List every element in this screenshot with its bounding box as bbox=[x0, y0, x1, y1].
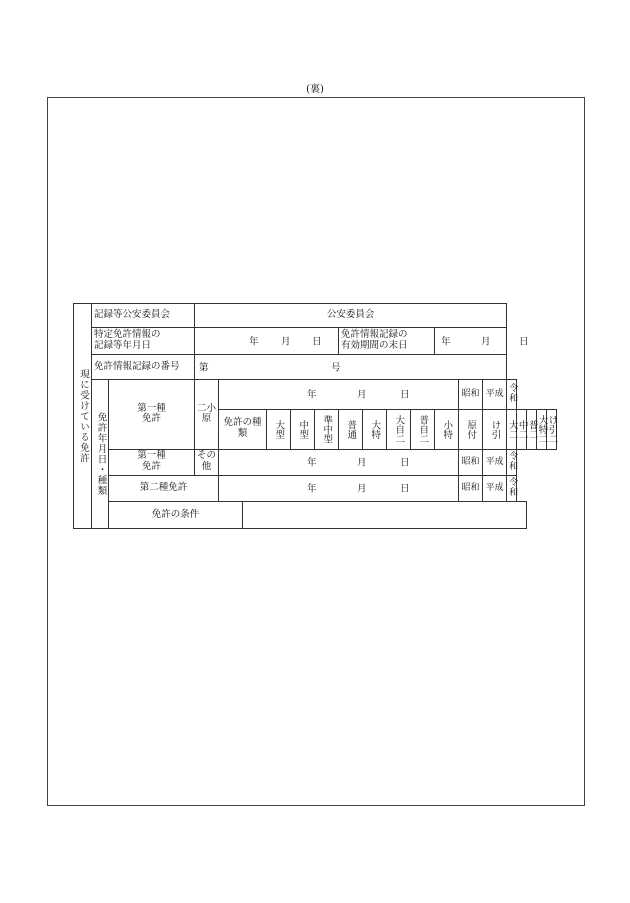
era-reiwa-other: 令和 bbox=[507, 449, 517, 475]
kind-chugata bbox=[291, 409, 315, 449]
record-date-field bbox=[195, 327, 339, 355]
record-date-month-unit: 月 bbox=[281, 336, 291, 348]
number-prefix: 第 bbox=[199, 362, 209, 374]
kind-futsu-text: 普通 bbox=[345, 419, 357, 439]
number-label: 免許情報記録の番号 bbox=[92, 355, 195, 380]
other-year-unit: 年 bbox=[307, 457, 317, 469]
kind-fujini bbox=[411, 409, 435, 449]
kind-daitoku bbox=[363, 409, 387, 449]
other-month-unit: 月 bbox=[357, 457, 367, 469]
other-day-unit: 日 bbox=[400, 457, 410, 469]
kinds-label: 免許の種類 bbox=[219, 409, 267, 449]
section-title: 現に受けている免許 bbox=[77, 368, 89, 464]
validity-label: 免許情報記録の 有効期間の末日 bbox=[339, 327, 435, 355]
kind-futsuni-text: 普二 bbox=[526, 419, 538, 439]
era-showa-other: 昭和 bbox=[459, 449, 483, 475]
era-reiwa-class2: 令和 bbox=[507, 475, 517, 502]
era-heisei: 平成 bbox=[483, 380, 507, 410]
kind-ogata bbox=[267, 409, 291, 449]
class2-month-unit: 月 bbox=[357, 484, 367, 496]
validity-month-unit: 月 bbox=[481, 336, 491, 348]
record-date-year-unit: 年 bbox=[249, 336, 259, 348]
page-side-label: (裏) bbox=[306, 84, 324, 95]
kind-daitoku-text: 大特 bbox=[369, 419, 381, 439]
era-heisei-class2: 平成 bbox=[483, 475, 507, 502]
number-field bbox=[195, 355, 507, 380]
kind-daijini-text: 大自二 bbox=[393, 415, 405, 444]
kind-ogata-text: 大型 bbox=[273, 419, 285, 439]
class1-label-lower: 第一種 免許 bbox=[109, 449, 195, 475]
conditions-field bbox=[243, 502, 527, 529]
era-reiwa: 令和 bbox=[507, 380, 517, 410]
other-label: その他 bbox=[195, 449, 219, 475]
nisho-year-unit: 年 bbox=[307, 390, 317, 402]
kind-chuni bbox=[517, 409, 527, 449]
kind-kehiki bbox=[483, 409, 507, 449]
kind-daijini bbox=[387, 409, 411, 449]
kind-kotoku-text: 小特 bbox=[441, 419, 453, 439]
validity-day-unit: 日 bbox=[519, 336, 529, 348]
kind-gentsuki bbox=[459, 409, 483, 449]
nisho-month-unit: 月 bbox=[357, 390, 367, 402]
kind-daitokuni-text: 大特二 bbox=[536, 415, 548, 444]
conditions-label: 免許の条件 bbox=[109, 502, 243, 529]
other-date-field bbox=[219, 449, 459, 475]
nisho-date-field bbox=[219, 380, 459, 410]
kind-daini-text: 大二 bbox=[506, 419, 518, 439]
validity-year-unit: 年 bbox=[441, 336, 451, 348]
license-date-kind-label: 免許年月日・種類 bbox=[95, 412, 107, 496]
validity-date-field bbox=[435, 327, 529, 355]
nisho-label: 二小原 bbox=[195, 380, 219, 450]
kind-kehikini bbox=[547, 409, 557, 449]
kind-junchugata bbox=[315, 409, 339, 449]
number-suffix: 号 bbox=[331, 362, 341, 374]
license-date-kind-cell bbox=[92, 380, 109, 529]
kind-chugata-text: 中型 bbox=[297, 419, 309, 439]
kind-chuni-text: 中二 bbox=[516, 419, 528, 439]
record-commission-value: 公安委員会 bbox=[195, 304, 507, 328]
class2-year-unit: 年 bbox=[307, 484, 317, 496]
section-title-cell bbox=[74, 304, 92, 529]
kind-kehiki-text: け引 bbox=[489, 419, 501, 439]
kind-kehikini-text: け引二 bbox=[546, 415, 558, 444]
class2-label: 第二種免許 bbox=[109, 475, 219, 502]
kind-daini bbox=[507, 409, 517, 449]
class2-day-unit: 日 bbox=[400, 484, 410, 496]
era-showa-class2: 昭和 bbox=[459, 475, 483, 502]
kind-kotoku bbox=[435, 409, 459, 449]
kind-daitokuni bbox=[537, 409, 547, 449]
record-date-day-unit: 日 bbox=[312, 336, 322, 348]
class2-date-field bbox=[219, 475, 459, 502]
kind-futsuni bbox=[527, 409, 537, 449]
kind-gentsuki-text: 原付 bbox=[465, 419, 477, 439]
era-heisei-other: 平成 bbox=[483, 449, 507, 475]
record-commission-label: 記録等公安委員会 bbox=[92, 304, 195, 328]
class1-label-upper: 第一種 免許 bbox=[109, 380, 195, 450]
era-showa: 昭和 bbox=[459, 380, 483, 410]
kind-junchugata-text: 準中型 bbox=[321, 415, 333, 444]
kind-fujini-text: 普自二 bbox=[417, 415, 429, 444]
record-date-label: 特定免許情報の 記録等年月日 bbox=[92, 327, 195, 355]
current-license-table bbox=[73, 303, 557, 529]
kind-futsu bbox=[339, 409, 363, 449]
nisho-day-unit: 日 bbox=[400, 390, 410, 402]
